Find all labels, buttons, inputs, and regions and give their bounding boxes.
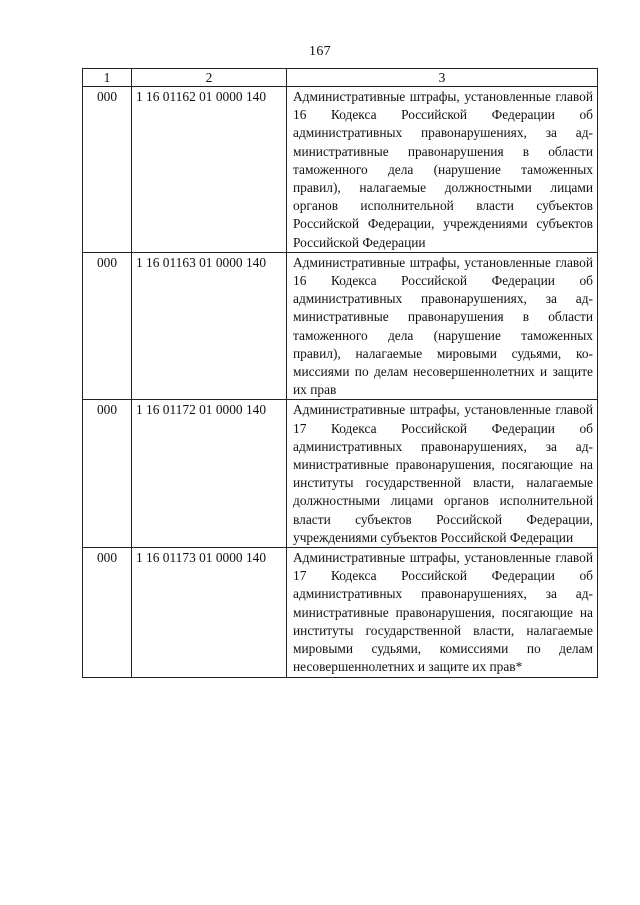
kbk-code-cell: 1 16 01162 01 0000 140 xyxy=(132,87,287,253)
admin-code-cell: 000 xyxy=(83,400,132,548)
column-header-1: 1 xyxy=(83,69,132,87)
table-header-row xyxy=(83,69,598,87)
table-row xyxy=(83,548,598,677)
kbk-code-cell: 1 16 01173 01 0000 140 xyxy=(132,548,287,677)
description-cell: Административные штрафы, установленные главой 16 Кодекса Российской Федерации об административных правонарушениях, за административные правонарушения в области таможенного дела (нарушение таможенных правил), налагаемые мировыми судьями, комиссиями по делам несовершеннолетних и защите их прав xyxy=(287,252,598,400)
page-number: 167 xyxy=(309,44,331,59)
budget-classification-table xyxy=(82,68,598,678)
description-cell: Административные штрафы, установленные главой 17 Кодекса Российской Федерации об административных правонарушениях, за административные правонарушения, посягающие на институты государственной власти, налагаемые мировыми судьями, комиссиями по делам несовершеннолетних и защите их прав* xyxy=(287,548,598,677)
description-cell: Административные штрафы, установленные главой 17 Кодекса Российской Федерации об административных правонарушениях, за административные правонарушения, посягающие на институты государственной власти, налагаемые должностными лицами органов исполнительной власти субъектов Российской Федерации, учреждениями субъектов Российской Федерации xyxy=(287,400,598,548)
admin-code-cell: 000 xyxy=(83,87,132,253)
table-row xyxy=(83,400,598,548)
table-row xyxy=(83,87,598,253)
admin-code-cell: 000 xyxy=(83,548,132,677)
kbk-code-cell: 1 16 01172 01 0000 140 xyxy=(132,400,287,548)
column-header-2: 2 xyxy=(132,69,287,87)
kbk-code-cell: 1 16 01163 01 0000 140 xyxy=(132,252,287,400)
description-cell: Административные штрафы, установленные главой 16 Кодекса Российской Федерации об административных правонарушениях, за административные правонарушения в области таможенного дела (нарушение таможенных правил), налагаемые должностными лицами органов исполнительной власти субъектов Российской Федерации, учреждениями субъектов Российской Федерации xyxy=(287,87,598,253)
admin-code-cell: 000 xyxy=(83,252,132,400)
table-row xyxy=(83,252,598,400)
column-header-3: 3 xyxy=(287,69,598,87)
